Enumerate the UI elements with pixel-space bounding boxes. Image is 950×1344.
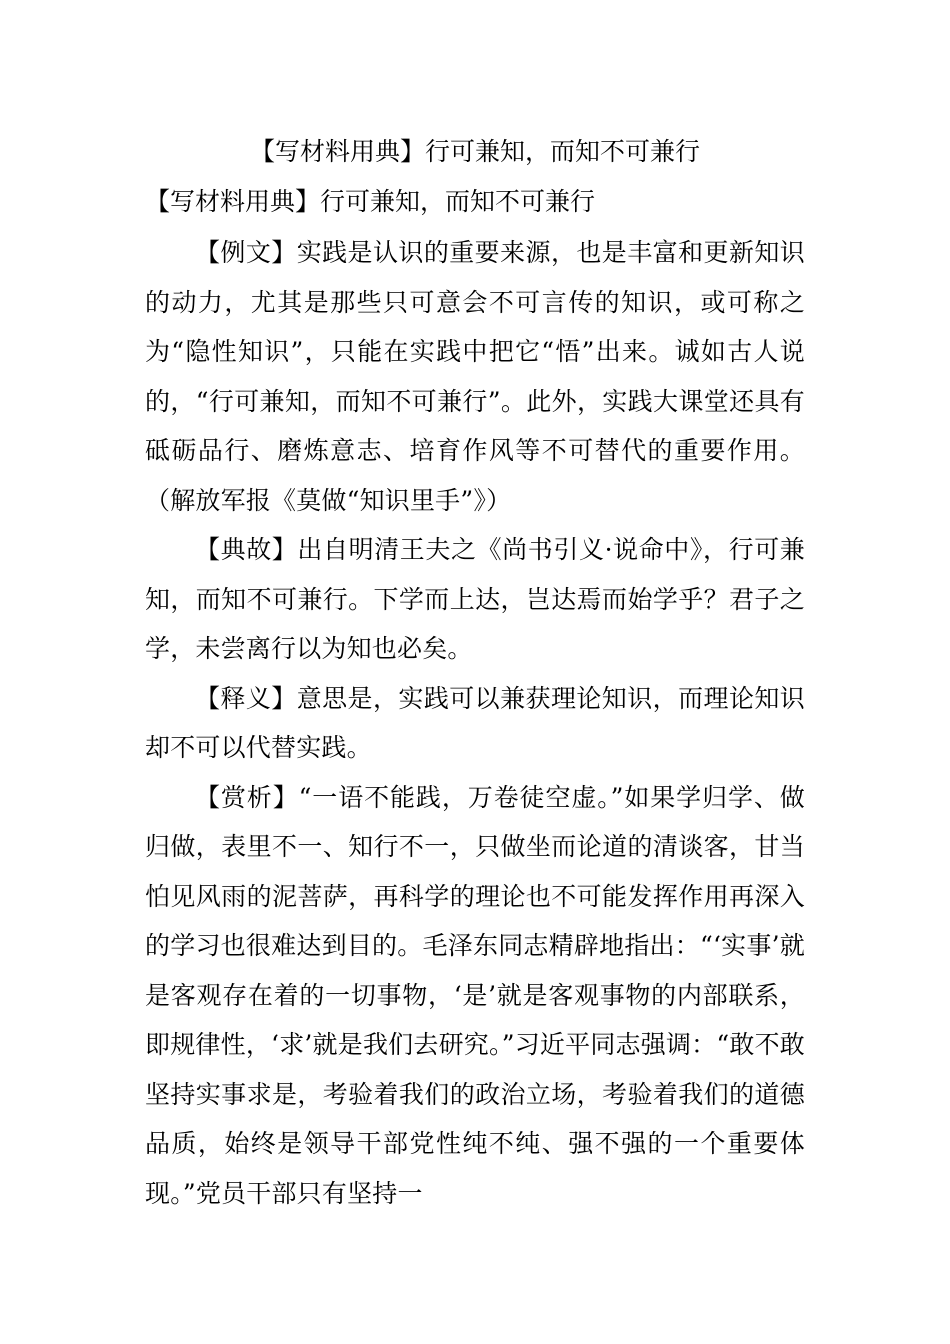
document-body [145, 228, 805, 1218]
paragraph-analysis: 【赏析】“一语不能践，万卷徒空虚。”如果学归学、做归做，表里不一、知行不一，只做坐而论道的清谈客，甘当怕见风雨的泥菩萨，再科学的理论也不可能发挥作用再深入的学习也很难达到目的。毛泽东同志精辟地指出：“‘实事’就是客观存在着的一切事物，‘是’就是客观事物的内部联系，即规律性，‘求’就是我们去研究。”习近平同志强调：“敢不敢坚持实事求是，考验着我们的政治立场，考验着我们的道德品质，始终是领导干部党性纯不纯、强不强的一个重要体现。”党员干部只有坚持一 [145, 782, 805, 1208]
document-subtitle: 【写材料用典】行可兼知，而知不可兼行 [145, 187, 596, 216]
paragraph-meaning: 【释义】意思是，实践可以兼获理论知识，而理论知识却不可以代替实践。 [145, 683, 805, 762]
paragraph-example: 【例文】实践是认识的重要来源，也是丰富和更新知识的动力，尤其是那些只可意会不可言传的知识，或可称之为“隐性知识”，只能在实践中把它“悟”出来。诚如古人说的，“行可兼知，而知不可兼行”。此外，实践大课堂还具有砥砺品行、磨炼意志、培育作风等不可替代的重要作用。（解放军报《莫做“知识里手”》） [145, 238, 805, 515]
paragraph-allusion: 【典故】出自明清王夫之《尚书引义·说命中》，行可兼知，而知不可兼行。下学而上达，岂达焉而始学乎？君子之学，未尝离行以为知也必矣。 [145, 535, 805, 663]
document-title: 【写材料用典】行可兼知，而知不可兼行 [249, 137, 700, 166]
